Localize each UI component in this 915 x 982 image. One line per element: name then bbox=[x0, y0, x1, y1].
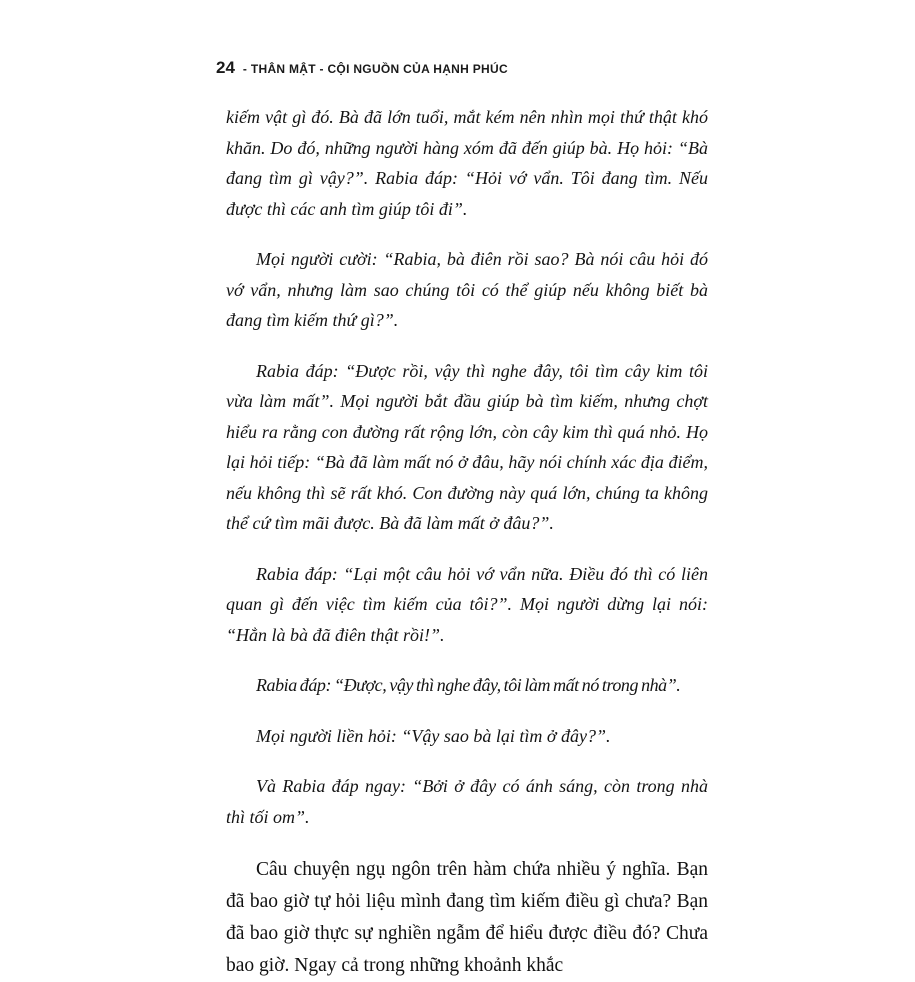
quote-paragraph-1: kiếm vật gì đó. Bà đã lớn tuổi, mắt kém nên nhìn mọi thứ thật khó khăn. Do đó, những người hàng xóm đã đến giúp bà. Họ hỏi: “Bà đang tìm gì vậy?”. Rabia đáp: “Hỏi vớ vẩn. Tôi đang tìm. Nếu được thì các anh tìm giúp tôi đi”. bbox=[226, 107, 708, 219]
quote-paragraph-2: Mọi người cười: “Rabia, bà điên rồi sao? Bà nói câu hỏi đó vớ vẩn, nhưng làm sao chúng tôi có thể giúp nếu không biết bà đang tìm kiếm thứ gì?”. bbox=[226, 249, 708, 330]
quote-paragraph-4: Rabia đáp: “Lại một câu hỏi vớ vẩn nữa. Điều đó thì có liên quan gì đến việc tìm kiếm của tôi?”. Mọi người dừng lại nói: “Hẳn là bà đã điên thật rồi!”. bbox=[226, 563, 708, 645]
quote-paragraph-3: Rabia đáp: “Được rồi, vậy thì nghe đây, tôi tìm cây kim tôi vừa làm mất”. Mọi người bắt đầu giúp bà tìm kiếm, nhưng chợt hiểu ra rằng con đường rất rộng lớn, còn cây kim thì quá nhỏ. Họ lại hỏi tiếp: “Bà đã làm mất nó ở đâu, hãy nói chính xác địa điểm, nếu không thì sẽ rất khó. Con đường này quá lớn, chúng ta không thể cứ tìm mãi được. Bà đã làm mất ở đâu?”. bbox=[226, 360, 708, 533]
page-body bbox=[226, 102, 708, 982]
running-title: - THÂN MẬT - CỘI NGUỒN CỦA HẠNH PHÚC bbox=[242, 62, 508, 76]
body-paragraph: Câu chuyện ngụ ngôn trên hàm chứa nhiều ý nghĩa. Bạn đã bao giờ tự hỏi liệu mình đang tìm kiếm điều gì chưa? Bạn đã bao giờ thực sự nghiền ngẫm để hiểu được điều đó? Chưa bao giờ. Ngay cả trong những khoảnh khắc bbox=[226, 859, 708, 976]
running-header bbox=[216, 58, 508, 78]
page-number: 24 bbox=[216, 58, 235, 77]
quote-paragraph-6: Mọi người liền hỏi: “Vậy sao bà lại tìm ở đây?”. bbox=[256, 725, 611, 746]
quote-paragraph-7: Và Rabia đáp ngay: “Bởi ở đây có ánh sáng, còn trong nhà thì tối om”. bbox=[226, 776, 708, 827]
quote-paragraph-5: Rabia đáp: “Được, vậy thì nghe đây, tôi làm mất nó trong nhà”. bbox=[256, 675, 681, 695]
